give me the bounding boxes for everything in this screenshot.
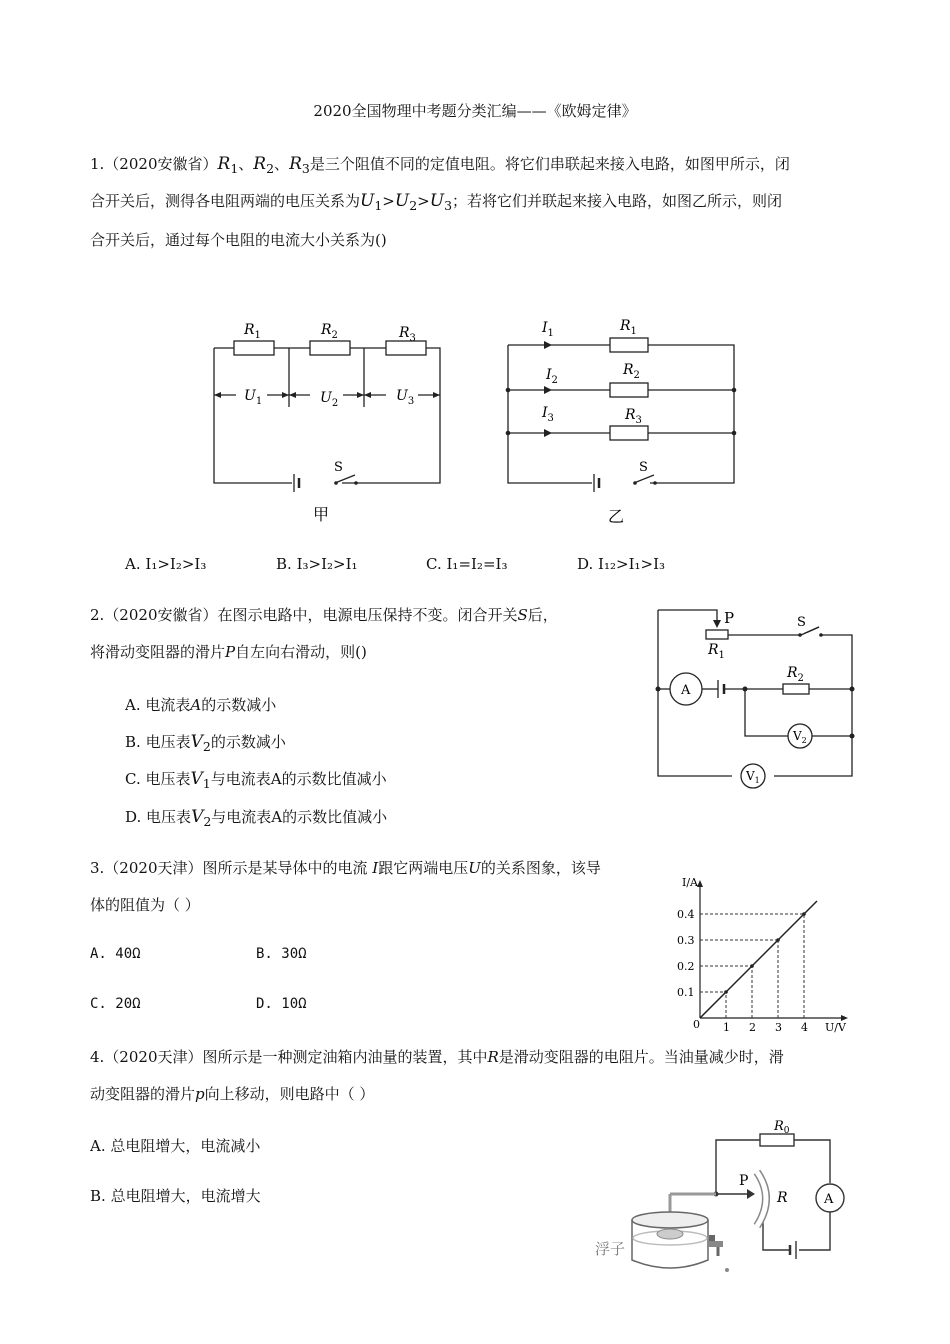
q2-option-a: A. 电流表A的示数减小 bbox=[125, 696, 277, 714]
q1-option-b: B. I₃>I₂>I₁ bbox=[276, 555, 358, 573]
fig1-r2: $R_2$ bbox=[321, 322, 338, 341]
y-tick-label: 0.3 bbox=[677, 934, 695, 947]
q4-fig-float-label: 浮子 bbox=[595, 1240, 626, 1258]
q1-series-circuit bbox=[200, 310, 460, 530]
y-tick-label: 0.4 bbox=[677, 908, 695, 921]
q2-line2: 将滑动变阻器的滑片P自左向右滑动，则() bbox=[90, 643, 367, 661]
q4-fig-ammeter: A bbox=[824, 1192, 834, 1207]
fig1-r1: $R_1$ bbox=[244, 322, 261, 341]
iu-graph bbox=[670, 868, 860, 1038]
q2-fig-p: P bbox=[724, 609, 735, 627]
q2-fig-ammeter: A bbox=[681, 683, 691, 698]
x-axis-label: U/V bbox=[825, 1021, 846, 1034]
q2-fig-s: S bbox=[797, 615, 806, 630]
q4-option-b: B. 总电阻增大，电流增大 bbox=[90, 1187, 261, 1205]
q4-fig-r: R bbox=[777, 1190, 788, 1206]
q2-fig-r1: $R_1$ bbox=[708, 642, 725, 661]
fig2-r3: $R_3$ bbox=[625, 407, 642, 426]
data-point bbox=[724, 990, 728, 994]
fig2-r2: $R_2$ bbox=[623, 362, 640, 381]
q2-fig-v2: $V_2$ bbox=[793, 729, 807, 745]
fig1-u1: $U_1$ bbox=[244, 388, 263, 407]
fig2-i2: $I_2$ bbox=[546, 367, 558, 386]
fig2-i1: $I_1$ bbox=[542, 320, 554, 339]
data-point bbox=[802, 912, 806, 916]
q2-circuit bbox=[650, 600, 865, 790]
q1-line1: 1.（2020安徽省）$R_1$、$R_2$、$R_3$是三个阻值不同的定值电阻。将它们串联起来接入电路，如图甲所示，闭 bbox=[90, 154, 790, 176]
q4-option-a: A. 总电阻增大，电流减小 bbox=[90, 1137, 261, 1155]
iu-line bbox=[700, 901, 817, 1018]
q3-option-c: C. 20Ω bbox=[90, 996, 141, 1012]
q3-option-d: D. 10Ω bbox=[256, 996, 307, 1012]
q4-fig-p: P bbox=[739, 1173, 749, 1189]
y-tick-label: 0.2 bbox=[677, 960, 695, 973]
q1-option-a: A. I₁>I₂>I₃ bbox=[125, 555, 207, 573]
q4-line1: 4.（2020天津）图所示是一种测定油箱内油量的装置，其中R是滑动变阻器的电阻片。当油量减少时，滑 bbox=[90, 1048, 784, 1066]
fig1-r3: $R_3$ bbox=[399, 325, 416, 344]
q2-option-b: B. 电压表$V_2$的示数减小 bbox=[125, 732, 286, 754]
y-axis-label: I/A bbox=[682, 876, 698, 889]
q2-line1: 2.（2020安徽省）在图示电路中，电源电压保持不变。闭合开关S后， bbox=[90, 606, 558, 624]
q4-fig-r0: $R_0$ bbox=[774, 1119, 790, 1136]
q1-line3: 合开关后，通过每个电阻的电流大小关系为() bbox=[90, 231, 387, 249]
q4-oil-gauge bbox=[585, 1110, 860, 1290]
q2-fig-r2: $R_2$ bbox=[787, 665, 804, 684]
q2-fig-v1: $V_1$ bbox=[746, 769, 760, 785]
fig2-r1: $R_1$ bbox=[620, 318, 637, 337]
fig1-switch-label: S bbox=[334, 460, 343, 475]
fig2-caption: 乙 bbox=[608, 507, 625, 526]
fig1-u3: $U_3$ bbox=[396, 388, 415, 407]
q4-line2: 动变阻器的滑片p向上移动，则电路中（ ） bbox=[90, 1085, 375, 1103]
x-tick-label: 3 bbox=[775, 1021, 782, 1034]
data-point bbox=[750, 964, 754, 968]
fig1-u2: $U_2$ bbox=[320, 390, 339, 409]
data-point bbox=[776, 938, 780, 942]
q3-option-a: A. 40Ω bbox=[90, 946, 141, 962]
q1-option-c: C. I₁=I₂=I₃ bbox=[426, 555, 508, 573]
q1-parallel-circuit bbox=[495, 310, 755, 530]
q3-option-b: B. 30Ω bbox=[256, 946, 307, 962]
q2-option-d: D. 电压表$V_2$与电流表A的示数比值减小 bbox=[125, 807, 388, 829]
q2-option-c: C. 电压表$V_1$与电流表A的示数比值减小 bbox=[125, 769, 387, 791]
q1-line2: 合开关后，测得各电阻两端的电压关系为$U_1>U_2>U_3$；若将它们并联起来接入电路，如图乙所示，则闭 bbox=[90, 191, 783, 213]
q3-line2: 体的阻值为（ ） bbox=[90, 896, 200, 914]
fig1-caption: 甲 bbox=[313, 505, 330, 524]
x-tick-label: 2 bbox=[749, 1021, 756, 1034]
y-tick-label: 0.1 bbox=[677, 986, 695, 999]
x-tick-label: 4 bbox=[801, 1021, 808, 1034]
x-tick-label: 1 bbox=[723, 1021, 730, 1034]
q1-option-d: D. I₁₂>I₁>I₃ bbox=[577, 555, 666, 573]
fig2-i3: $I_3$ bbox=[542, 405, 554, 424]
origin-label: 0 bbox=[693, 1018, 700, 1031]
fig2-switch-label: S bbox=[639, 460, 648, 475]
page-title: 2020全国物理中考题分类汇编——《欧姆定律》 bbox=[313, 102, 637, 120]
q3-line1: 3.（2020天津）图所示是某导体中的电流 I跟它两端电压U的关系图象，该导 bbox=[90, 859, 601, 877]
